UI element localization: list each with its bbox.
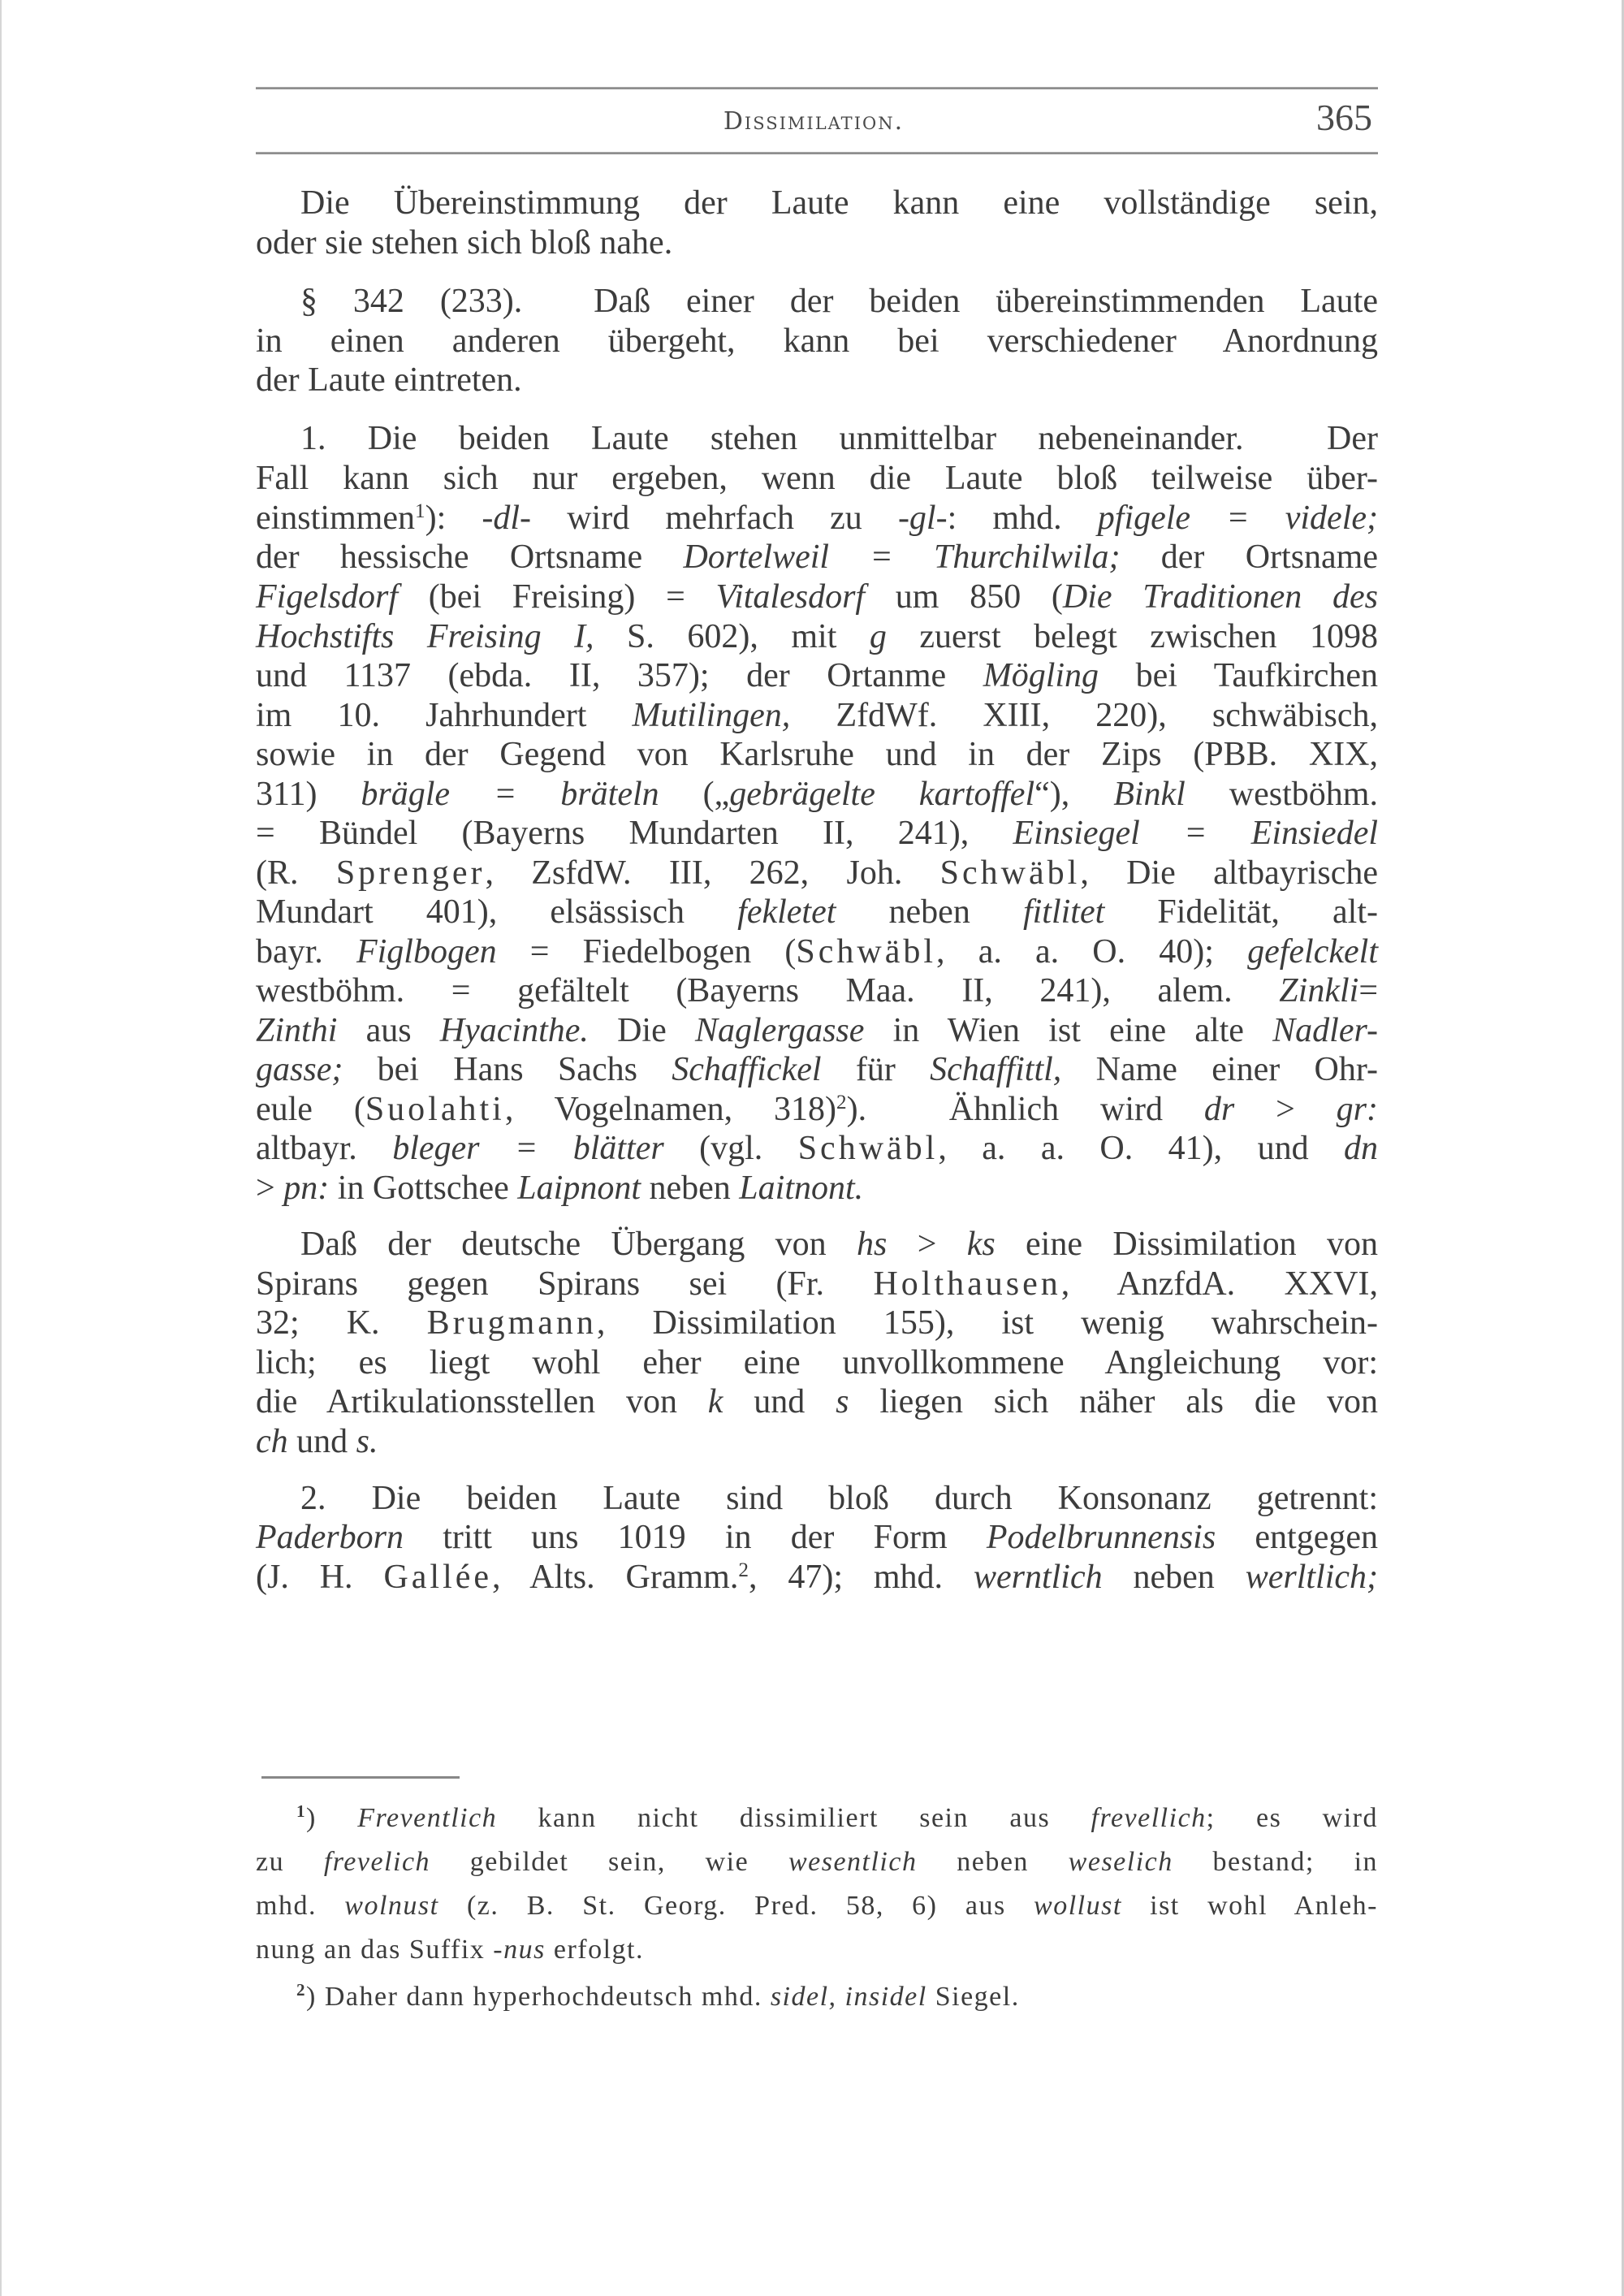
footnote-line: [256, 1928, 1378, 1972]
text-run: ZfdWf. XIII, 220), schwäbisch,: [790, 697, 1378, 734]
text-run: westböhm.: [1185, 776, 1378, 813]
text-run: lich; es liegt wohl eher eine unvollkommene Angleichung vor:: [256, 1344, 1378, 1381]
author-name: Schwäbl: [797, 1130, 939, 1167]
text-line: [256, 499, 1378, 538]
italic-term: bleger = blätter: [392, 1130, 664, 1167]
text-run: zuerst belegt zwischen 1098: [886, 618, 1378, 655]
text-run: , Vogelnamen, 318): [504, 1091, 836, 1128]
italic-term: wesentlich: [788, 1847, 918, 1877]
text-run: S. 602), mit: [594, 618, 870, 655]
author-name: Brugmann: [426, 1304, 597, 1342]
text-run: („: [659, 776, 730, 813]
text-run: um 850 (: [865, 578, 1063, 616]
author-name: Schwäbl: [939, 854, 1081, 892]
text-line: [256, 893, 1378, 932]
text-run: (J. H.: [256, 1559, 384, 1596]
author-name: Gallée: [383, 1559, 493, 1596]
italic-term: Laipnont: [517, 1170, 641, 1207]
text-line: [256, 735, 1378, 774]
italic-term: Naglergasse: [694, 1012, 865, 1049]
text-run: bei Taufkirchen: [1099, 657, 1378, 694]
text-run: der Laute eintreten.: [256, 361, 522, 399]
text-line: [256, 322, 1378, 361]
italic-term: Vitalesdorf: [715, 578, 866, 616]
text-run: 311): [256, 776, 361, 813]
text-run: , Die altbayrische: [1080, 854, 1379, 892]
text-run: aus: [337, 1012, 440, 1049]
author-name: Schwäbl: [796, 933, 937, 971]
text-run: die Artikulationsstellen von: [256, 1383, 708, 1420]
text-run: der hessische Ortsname: [256, 538, 684, 576]
footnote-marker: 1: [296, 1801, 307, 1821]
text-run: Die Übereinstimmung der Laute kann eine vollständige sein,: [300, 184, 1378, 222]
italic-term: Laitnont.: [739, 1170, 864, 1207]
italic-term: Podelbrunnensis: [986, 1519, 1216, 1556]
text-run: ): [306, 1803, 358, 1833]
text-line: [300, 282, 1378, 321]
italic-term: -dl-: [482, 499, 532, 537]
text-run: in Wien ist eine alte: [864, 1012, 1273, 1049]
text-line: [256, 1343, 1378, 1382]
text-run: eule (: [256, 1091, 365, 1128]
text-run: (z. B. St. Georg. Pred. 58, 6) aus: [438, 1891, 1034, 1921]
text-run: kann nicht dissimiliert sein aus: [497, 1803, 1091, 1833]
text-line: [256, 1050, 1378, 1089]
text-run: Mundart 401), elsässisch: [256, 893, 738, 931]
text-run: in einen anderen übergeht, kann bei verschiedener Anordnung: [256, 322, 1378, 360]
italic-term: wolnust: [344, 1891, 439, 1921]
text-run: , AnzfdA. XXVI,: [1060, 1265, 1379, 1303]
text-line: [256, 1422, 1378, 1461]
running-title: Dissimilation.: [723, 107, 905, 136]
footnote-marker: 1: [414, 500, 425, 522]
text-line: [300, 1479, 1378, 1518]
text-run: Fall kann sich nur ergeben, wenn die Laute bloß teilweise über-: [256, 460, 1378, 497]
italic-term: Dortelweil = Thurchilwila;: [683, 538, 1121, 576]
text-run: , a. a. O. 41), und: [938, 1130, 1344, 1167]
text-run: , ZsfdW. III, 262, Joh.: [485, 854, 940, 892]
text-run: altbayr.: [256, 1130, 393, 1167]
italic-term: frevellich: [1091, 1803, 1207, 1833]
footnote-line: [256, 1840, 1378, 1884]
italic-term: fekletet: [737, 893, 836, 931]
text-run: für: [821, 1051, 931, 1088]
text-run: zu: [256, 1847, 324, 1877]
text-line: [256, 775, 1378, 814]
text-run: = Fiedelbogen (: [496, 933, 797, 971]
text-run: neben: [641, 1170, 740, 1207]
text-run: einstimmen: [256, 499, 415, 537]
text-run: Fidelität, alt-: [1104, 893, 1378, 931]
text-line: [256, 656, 1378, 695]
italic-term: hs: [857, 1226, 888, 1263]
text-run: 32; K.: [256, 1304, 427, 1342]
italic-term: Figlbogen: [356, 933, 497, 971]
text-run: Spirans gegen Spirans sei (Fr.: [256, 1265, 874, 1303]
italic-term: gebrägelte kartoffel: [729, 776, 1035, 813]
italic-term: Die Traditionen des: [1062, 578, 1379, 616]
text-run: entgegen: [1216, 1519, 1379, 1556]
text-line: [256, 1129, 1378, 1168]
italic-term: Freventlich: [357, 1803, 498, 1833]
text-line: [256, 577, 1378, 616]
text-run: ; es wird: [1206, 1803, 1378, 1833]
italic-term: Figelsdorf: [256, 578, 398, 616]
text-run: im 10. Jahrhundert: [256, 697, 633, 734]
italic-term: werltlich;: [1245, 1559, 1378, 1596]
text-run: Name einer Ohr-: [1061, 1051, 1378, 1088]
text-run: (R.: [256, 854, 336, 892]
footnote-line: [296, 1797, 1378, 1840]
page-number: 365: [1316, 97, 1372, 138]
italic-term: ch: [256, 1423, 288, 1460]
text-run: ist wohl Anleh-: [1121, 1891, 1378, 1921]
italic-term: Mutilingen,: [632, 697, 791, 734]
text-line: [256, 1304, 1378, 1343]
footnote-marker: 2: [836, 1092, 847, 1113]
italic-term: s.: [356, 1423, 378, 1460]
italic-term: gr:: [1336, 1091, 1378, 1128]
text-line: [300, 1225, 1378, 1264]
italic-term: Schaffittl,: [930, 1051, 1062, 1088]
italic-term: brägle = bräteln: [361, 776, 659, 813]
text-run: neben: [917, 1847, 1069, 1877]
header-rule-top: [256, 87, 1378, 89]
text-run: , 47); mhd.: [748, 1559, 974, 1596]
text-run: bayr.: [256, 933, 356, 971]
text-run: tritt uns 1019 in der Form: [404, 1519, 987, 1556]
text-line: [256, 617, 1378, 656]
italic-term: s: [836, 1383, 849, 1420]
italic-term: pfigele = videle;: [1097, 499, 1378, 537]
text-run: § 342 (233). Daß einer der beiden übereinstimmenden Laute: [300, 283, 1378, 320]
italic-term: Nadler-: [1272, 1012, 1378, 1049]
text-run: und: [723, 1383, 836, 1420]
footnote-separator: [261, 1776, 460, 1779]
text-run: westböhm. = gefältelt (Bayerns Maa. II, 241), alem.: [256, 972, 1280, 1010]
text-line: [256, 1265, 1378, 1304]
italic-term: Paderborn: [256, 1519, 404, 1556]
italic-term: frevelich: [323, 1847, 431, 1877]
text-line: [256, 854, 1378, 893]
italic-term: dn: [1344, 1130, 1378, 1167]
italic-term: k: [707, 1383, 723, 1420]
text-run: neben: [1102, 1559, 1246, 1596]
text-run: bei Hans Sachs: [343, 1051, 672, 1088]
text-run: mhd.: [256, 1891, 345, 1921]
text-run: und 1137 (ebda. II, 357); der Ortanme: [256, 657, 983, 694]
author-name: Holthausen: [873, 1265, 1061, 1303]
text-run: Daß der deutsche Übergang von: [300, 1226, 857, 1263]
italic-term: ks: [966, 1226, 996, 1263]
italic-term: werntlich: [973, 1559, 1103, 1596]
italic-term: Zinkli: [1279, 972, 1359, 1010]
italic-term: Mögling: [983, 657, 1099, 694]
text-run: 2. Die beiden Laute sind bloß durch Konsonanz getrennt:: [300, 1480, 1378, 1517]
text-run: erfolgt.: [545, 1935, 644, 1965]
text-run: >: [887, 1226, 967, 1263]
text-line: [256, 459, 1378, 498]
text-run: nung an das Suffix -: [256, 1935, 504, 1965]
text-run: 1. Die beiden Laute stehen unmittelbar nebeneinander. Der: [300, 420, 1378, 457]
text-run: und: [287, 1423, 356, 1460]
italic-term: dr: [1203, 1091, 1235, 1128]
text-run: (bei Freising) =: [398, 578, 716, 616]
text-run: gebildet sein, wie: [430, 1847, 788, 1877]
text-run: ). Ähnlich wird: [846, 1091, 1204, 1128]
text-run: >: [1234, 1091, 1337, 1128]
text-line: [256, 1382, 1378, 1421]
text-run: ) Daher dann hyperhochdeutsch mhd.: [306, 1982, 771, 2012]
text-line: [256, 223, 1378, 262]
text-run: ):: [425, 499, 482, 537]
italic-term: weselich: [1068, 1847, 1173, 1877]
text-line: [256, 814, 1378, 853]
text-line: [256, 361, 1378, 400]
italic-term: gefelckelt: [1247, 933, 1378, 971]
text-line: [256, 932, 1378, 971]
text-line: [300, 184, 1378, 223]
italic-term: fitlitet: [1022, 893, 1105, 931]
author-name: Suolahti: [365, 1091, 505, 1128]
text-run: , Alts. Gramm.: [492, 1559, 739, 1596]
text-run: der Ortsname: [1120, 538, 1378, 576]
text-line: [256, 1518, 1378, 1557]
text-run: = Bündel (Bayerns Mundarten II, 241),: [256, 815, 1013, 852]
text-run: in Gottschee: [329, 1170, 518, 1207]
text-line: [300, 419, 1378, 458]
text-run: >: [256, 1170, 284, 1207]
text-line: [256, 971, 1378, 1010]
header-rule-bottom: [256, 152, 1378, 154]
text-run: Siegel.: [926, 1982, 1020, 2012]
text-line: [256, 696, 1378, 735]
italic-term: pn:: [283, 1170, 330, 1207]
author-name: Sprenger: [335, 854, 486, 892]
text-line: [256, 1169, 1378, 1208]
italic-term: Einsiegel = Einsiedel: [1013, 815, 1379, 852]
italic-term: -gl-: [897, 499, 948, 537]
text-run: “),: [1034, 776, 1114, 813]
italic-term: nus: [503, 1935, 546, 1965]
text-run: neben: [836, 893, 1023, 931]
text-run: : mhd.: [947, 499, 1098, 537]
text-line: [256, 1011, 1378, 1050]
text-run: bestand; in: [1173, 1847, 1379, 1877]
text-run: , a. a. O. 40);: [936, 933, 1248, 971]
text-run: liegen sich näher als die von: [849, 1383, 1379, 1420]
text-run: =: [1358, 972, 1378, 1010]
text-run: (vgl.: [663, 1130, 798, 1167]
text-line: [256, 538, 1378, 577]
text-run: eine Dissimilation von: [995, 1226, 1378, 1263]
footnote-marker: 2: [296, 1980, 307, 2000]
text-run: oder sie stehen sich bloß nahe.: [256, 224, 673, 262]
text-run: , Dissimilation 155), ist wenig wahrschein-: [596, 1304, 1379, 1342]
italic-term: gasse;: [256, 1051, 343, 1088]
text-run: Die: [588, 1012, 695, 1049]
footnote-line: [256, 1884, 1378, 1928]
footnote-line: [296, 1975, 1378, 2019]
italic-term: sidel, insidel: [770, 1982, 927, 2012]
italic-term: Schaffickel: [672, 1051, 822, 1088]
text-run: wird mehrfach zu: [531, 499, 898, 537]
text-line: [256, 1558, 1378, 1597]
italic-term: Zinthi: [256, 1012, 338, 1049]
text-line: [256, 1090, 1378, 1129]
text-run: sowie in der Gegend von Karlsruhe und in der Zips (PBB. XIX,: [256, 736, 1378, 773]
italic-term: Hochstifts Freising I,: [256, 618, 594, 655]
footnote-marker: 2: [738, 1559, 749, 1581]
italic-term: Binkl: [1113, 776, 1186, 813]
italic-term: Hyacinthe.: [439, 1012, 589, 1049]
italic-term: g: [869, 618, 887, 655]
italic-term: wollust: [1034, 1891, 1122, 1921]
